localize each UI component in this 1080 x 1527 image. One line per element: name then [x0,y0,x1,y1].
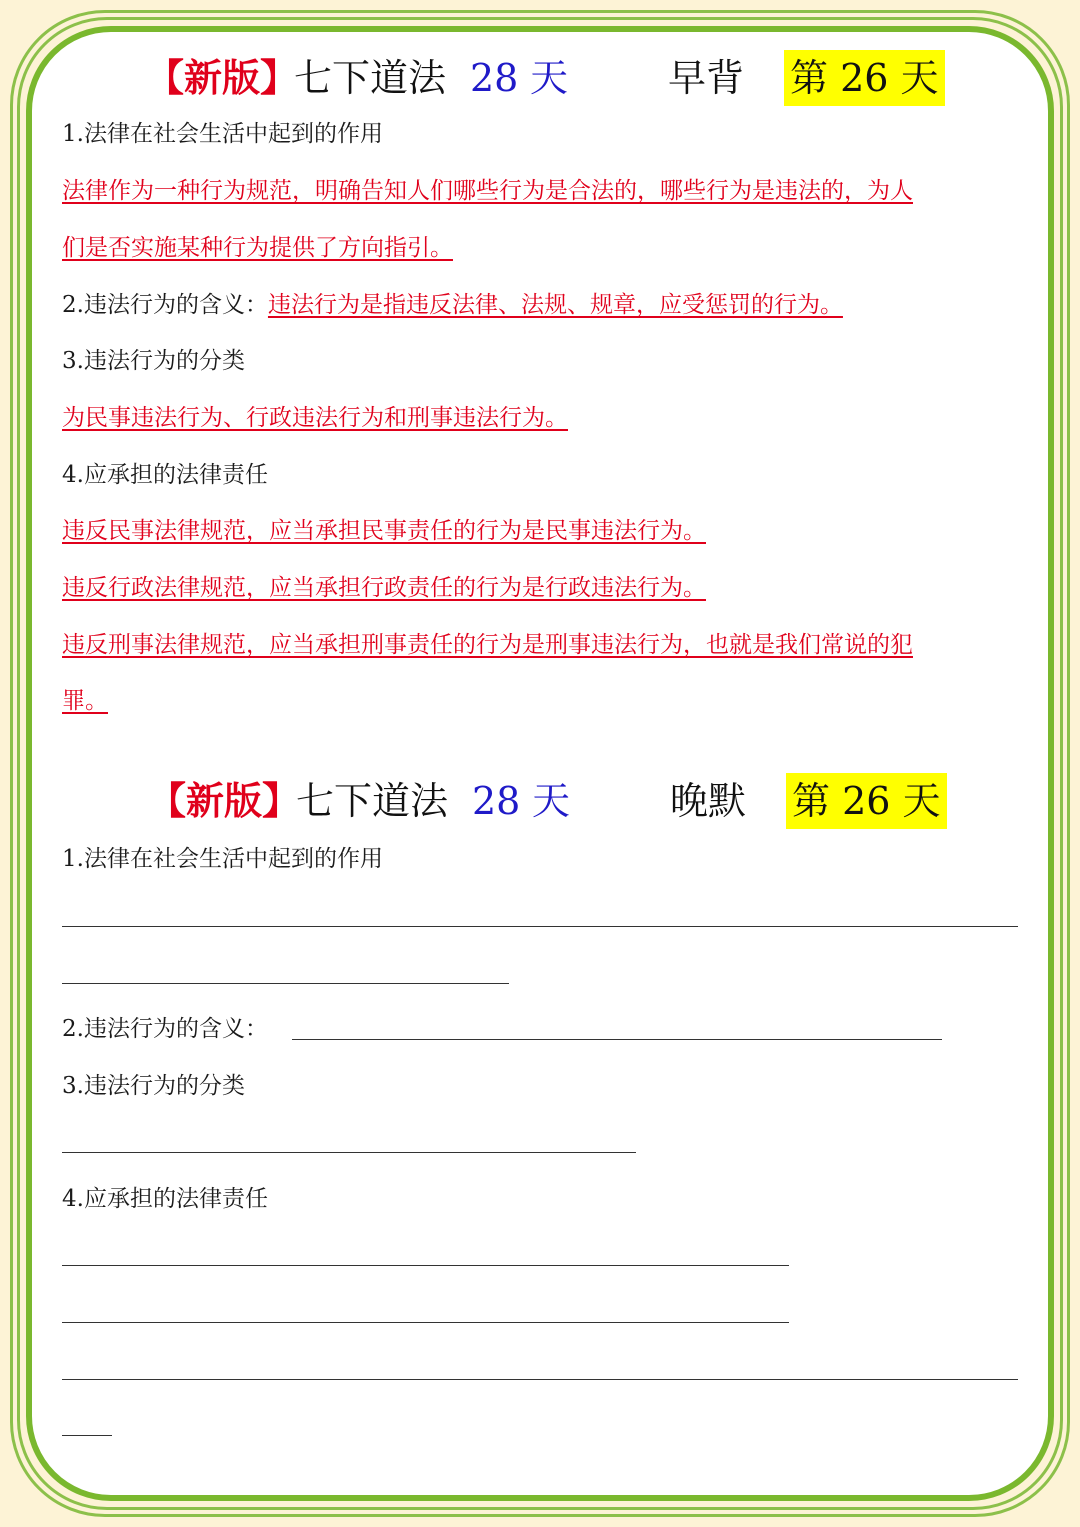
total-days: 28 [472,779,521,823]
question-4: 4.应承担的法律责任 [62,462,268,488]
answer-blank-2[interactable] [292,1039,942,1040]
answer-4-civil: 违反民事法律规范，应当承担民事责任的行为是民事违法行为。 [62,518,706,544]
answer-blank-4c[interactable] [62,1379,1018,1380]
subject-name: 七下道法 [294,56,447,100]
answer-blank-4d[interactable] [62,1435,112,1436]
answer-4-criminal-line-2: 罪。 [62,688,108,714]
question-1: 1.法律在社会生活中起到的作用 [62,121,383,147]
answer-4-criminal-line-1: 违反刑事法律规范，应当承担刑事责任的行为是刑事违法行为，也就是我们常说的犯 [62,632,913,658]
day-badge: 第 26 天 [786,773,947,829]
morning-title [0,50,1080,106]
subject-name: 七下道法 [296,779,449,823]
edition-bracket: 【新版】 [148,779,301,823]
session-label: 晚默 [670,779,747,823]
answer-blank-4b[interactable] [62,1322,789,1323]
answer-2: 违法行为是指违反法律、法规、规章，应受惩罚的行为。 [267,292,843,318]
session-label: 早背 [668,56,745,100]
question-3: 3.违法行为的分类 [62,348,245,374]
question-4: 4.应承担的法律责任 [62,1186,268,1212]
question-2: 2.违法行为的含义：违法行为是指违反法律、法规、规章，应受惩罚的行为。 [62,292,843,318]
edition-bracket: 【新版】 [146,56,299,100]
answer-1-line-2: 们是否实施某种行为提供了方向指引。 [62,235,453,261]
answer-blank-1b[interactable] [62,983,509,984]
answer-blank-3[interactable] [62,1152,636,1153]
question-1: 1.法律在社会生活中起到的作用 [62,846,383,872]
day-badge: 第 26 天 [784,50,945,106]
answer-4-administrative: 违反行政法律规范，应当承担行政责任的行为是行政违法行为。 [62,575,706,601]
evening-title [0,773,1080,829]
answer-blank-1a[interactable] [62,926,1018,927]
answer-blank-4a[interactable] [62,1265,789,1266]
answer-3: 为民事违法行为、行政违法行为和刑事违法行为。 [62,405,568,431]
total-days: 28 [470,56,519,100]
question-2: 2.违法行为的含义： [62,1016,268,1042]
days-unit: 天 [530,56,569,100]
question-3: 3.违法行为的分类 [62,1073,245,1099]
days-unit: 天 [532,779,571,823]
answer-1-line-1: 法律作为一种行为规范，明确告知人们哪些行为是合法的，哪些行为是违法的，为人 [62,178,913,204]
